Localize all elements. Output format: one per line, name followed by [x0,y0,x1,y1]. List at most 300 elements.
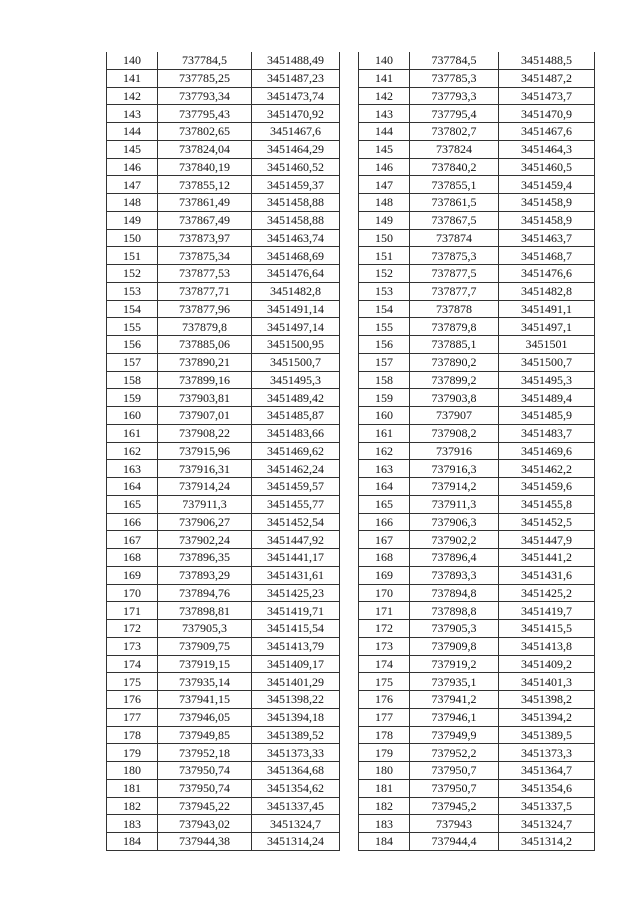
x-coordinate-cell: 737878 [410,300,499,318]
table-row [107,726,340,744]
table-row [107,69,340,87]
table-row [359,566,595,584]
x-coordinate-cell: 737824,04 [158,140,252,158]
point-number-cell: 175 [107,673,158,691]
table-row [359,211,595,229]
y-coordinate-cell: 3451489,42 [252,389,340,407]
x-coordinate-cell: 737875,34 [158,247,252,265]
table-row [359,620,595,638]
table-row [359,300,595,318]
y-coordinate-cell: 3451458,9 [499,194,595,212]
table-row [359,265,595,283]
table-row [107,495,340,513]
y-coordinate-cell: 3451389,5 [499,726,595,744]
y-coordinate-cell: 3451468,69 [252,247,340,265]
x-coordinate-cell: 737899,16 [158,371,252,389]
y-coordinate-cell: 3451488,49 [252,52,340,69]
point-number-cell: 167 [359,531,410,549]
table-row [107,282,340,300]
x-coordinate-cell: 737867,49 [158,211,252,229]
y-coordinate-cell: 3451373,3 [499,744,595,762]
x-coordinate-cell: 737896,4 [410,549,499,567]
y-coordinate-cell: 3451489,4 [499,389,595,407]
x-coordinate-cell: 737905,3 [410,620,499,638]
point-number-cell: 184 [107,833,158,851]
point-number-cell: 155 [107,318,158,336]
point-number-cell: 168 [107,549,158,567]
point-number-cell: 173 [107,637,158,655]
y-coordinate-cell: 3451459,4 [499,176,595,194]
table-row [107,424,340,442]
table-row [107,300,340,318]
point-number-cell: 171 [359,602,410,620]
y-coordinate-cell: 3451488,5 [499,52,595,69]
x-coordinate-cell: 737909,75 [158,637,252,655]
point-number-cell: 152 [107,265,158,283]
point-number-cell: 160 [107,407,158,425]
point-number-cell: 157 [107,353,158,371]
point-number-cell: 150 [107,229,158,247]
y-coordinate-cell: 3451459,57 [252,478,340,496]
point-number-cell: 147 [107,176,158,194]
y-coordinate-cell: 3451470,9 [499,105,595,123]
point-number-cell: 169 [107,566,158,584]
table-row [107,513,340,531]
point-number-cell: 167 [107,531,158,549]
table-row [359,673,595,691]
x-coordinate-cell: 737894,8 [410,584,499,602]
y-coordinate-cell: 3451441,17 [252,549,340,567]
x-coordinate-cell: 737952,2 [410,744,499,762]
y-coordinate-cell: 3451431,61 [252,566,340,584]
x-coordinate-cell: 737916,3 [410,460,499,478]
y-coordinate-cell: 3451483,66 [252,424,340,442]
table-row [359,52,595,69]
point-number-cell: 165 [107,495,158,513]
table-row [359,442,595,460]
point-number-cell: 142 [107,87,158,105]
point-number-cell: 144 [107,123,158,141]
point-number-cell: 166 [359,513,410,531]
point-number-cell: 141 [359,69,410,87]
point-number-cell: 160 [359,407,410,425]
y-coordinate-cell: 3451401,29 [252,673,340,691]
table-row [359,815,595,833]
y-coordinate-cell: 3451394,18 [252,708,340,726]
table-row [359,726,595,744]
y-coordinate-cell: 3451464,29 [252,140,340,158]
point-number-cell: 163 [107,460,158,478]
point-number-cell: 156 [359,336,410,354]
table-row [359,105,595,123]
table-row [359,87,595,105]
x-coordinate-cell: 737875,3 [410,247,499,265]
x-coordinate-cell: 737903,8 [410,389,499,407]
point-number-cell: 164 [359,478,410,496]
x-coordinate-cell: 737935,1 [410,673,499,691]
x-coordinate-cell: 737945,22 [158,797,252,815]
table-row [107,779,340,797]
table-row [107,460,340,478]
table-row [107,123,340,141]
y-coordinate-cell: 3451464,3 [499,140,595,158]
table-row [359,194,595,212]
point-number-cell: 173 [359,637,410,655]
point-number-cell: 140 [359,52,410,69]
x-coordinate-cell: 737911,3 [158,495,252,513]
x-coordinate-cell: 737945,2 [410,797,499,815]
table-row [107,620,340,638]
point-number-cell: 156 [107,336,158,354]
point-number-cell: 176 [107,691,158,709]
x-coordinate-cell: 737946,05 [158,708,252,726]
point-number-cell: 168 [359,549,410,567]
point-number-cell: 164 [107,478,158,496]
x-coordinate-cell: 737919,15 [158,655,252,673]
x-coordinate-cell: 737950,7 [410,762,499,780]
point-number-cell: 153 [107,282,158,300]
x-coordinate-cell: 737877,7 [410,282,499,300]
point-number-cell: 144 [359,123,410,141]
point-number-cell: 158 [359,371,410,389]
point-number-cell: 162 [107,442,158,460]
coordinates-table-right [358,52,595,851]
y-coordinate-cell: 3451458,88 [252,194,340,212]
y-coordinate-cell: 3451491,14 [252,300,340,318]
y-coordinate-cell: 3451314,2 [499,833,595,851]
y-coordinate-cell: 3451482,8 [499,282,595,300]
table-row [359,158,595,176]
x-coordinate-cell: 737890,2 [410,353,499,371]
point-number-cell: 180 [359,762,410,780]
table-row [359,655,595,673]
point-number-cell: 146 [107,158,158,176]
table-row [359,779,595,797]
y-coordinate-cell: 3451473,7 [499,87,595,105]
table-row [359,123,595,141]
table-row [359,602,595,620]
x-coordinate-cell: 737914,2 [410,478,499,496]
y-coordinate-cell: 3451419,7 [499,602,595,620]
y-coordinate-cell: 3451485,9 [499,407,595,425]
table-row [359,424,595,442]
point-number-cell: 171 [107,602,158,620]
x-coordinate-cell: 737867,5 [410,211,499,229]
x-coordinate-cell: 737914,24 [158,478,252,496]
y-coordinate-cell: 3451455,8 [499,495,595,513]
table-row [107,211,340,229]
point-number-cell: 145 [359,140,410,158]
point-number-cell: 151 [359,247,410,265]
y-coordinate-cell: 3451500,7 [499,353,595,371]
table-row [107,691,340,709]
y-coordinate-cell: 3451401,3 [499,673,595,691]
y-coordinate-cell: 3451354,6 [499,779,595,797]
y-coordinate-cell: 3451324,7 [252,815,340,833]
x-coordinate-cell: 737944,4 [410,833,499,851]
x-coordinate-cell: 737890,21 [158,353,252,371]
x-coordinate-cell: 737944,38 [158,833,252,851]
point-number-cell: 153 [359,282,410,300]
point-number-cell: 158 [107,371,158,389]
table-row [107,407,340,425]
x-coordinate-cell: 737879,8 [158,318,252,336]
point-number-cell: 181 [107,779,158,797]
y-coordinate-cell: 3451495,3 [499,371,595,389]
y-coordinate-cell: 3451419,71 [252,602,340,620]
point-number-cell: 170 [359,584,410,602]
y-coordinate-cell: 3451364,68 [252,762,340,780]
table-row [107,744,340,762]
table-row [359,478,595,496]
x-coordinate-cell: 737896,35 [158,549,252,567]
point-number-cell: 182 [107,797,158,815]
y-coordinate-cell: 3451364,7 [499,762,595,780]
x-coordinate-cell: 737907 [410,407,499,425]
table-row [359,691,595,709]
y-coordinate-cell: 3451373,33 [252,744,340,762]
x-coordinate-cell: 737946,1 [410,708,499,726]
y-coordinate-cell: 3451455,77 [252,495,340,513]
y-coordinate-cell: 3451458,88 [252,211,340,229]
x-coordinate-cell: 737885,1 [410,336,499,354]
table-row [359,637,595,655]
point-number-cell: 141 [107,69,158,87]
table-row [107,371,340,389]
x-coordinate-cell: 737793,3 [410,87,499,105]
x-coordinate-cell: 737784,5 [410,52,499,69]
y-coordinate-cell: 3451497,14 [252,318,340,336]
x-coordinate-cell: 737861,5 [410,194,499,212]
y-coordinate-cell: 3451459,6 [499,478,595,496]
table-row [107,105,340,123]
y-coordinate-cell: 3451425,2 [499,584,595,602]
table-row [359,176,595,194]
table-row [359,833,595,851]
point-number-cell: 150 [359,229,410,247]
point-number-cell: 183 [359,815,410,833]
point-number-cell: 184 [359,833,410,851]
x-coordinate-cell: 737911,3 [410,495,499,513]
x-coordinate-cell: 737906,3 [410,513,499,531]
y-coordinate-cell: 3451460,52 [252,158,340,176]
table-row [107,265,340,283]
y-coordinate-cell: 3451409,2 [499,655,595,673]
x-coordinate-cell: 737908,22 [158,424,252,442]
table-row [359,495,595,513]
x-coordinate-cell: 737855,1 [410,176,499,194]
x-coordinate-cell: 737902,2 [410,531,499,549]
y-coordinate-cell: 3451447,9 [499,531,595,549]
point-number-cell: 155 [359,318,410,336]
point-number-cell: 179 [107,744,158,762]
y-coordinate-cell: 3451469,6 [499,442,595,460]
coordinates-table-left [106,52,340,851]
x-coordinate-cell: 737879,8 [410,318,499,336]
point-number-cell: 161 [107,424,158,442]
y-coordinate-cell: 3451458,9 [499,211,595,229]
y-coordinate-cell: 3451354,62 [252,779,340,797]
point-number-cell: 159 [107,389,158,407]
table-row [107,549,340,567]
table-row [107,318,340,336]
x-coordinate-cell: 737855,12 [158,176,252,194]
x-coordinate-cell: 737908,2 [410,424,499,442]
y-coordinate-cell: 3451463,7 [499,229,595,247]
point-number-cell: 175 [359,673,410,691]
y-coordinate-cell: 3451470,92 [252,105,340,123]
y-coordinate-cell: 3451468,7 [499,247,595,265]
x-coordinate-cell: 737893,29 [158,566,252,584]
point-number-cell: 142 [359,87,410,105]
x-coordinate-cell: 737898,8 [410,602,499,620]
table-row [359,531,595,549]
y-coordinate-cell: 3451487,23 [252,69,340,87]
y-coordinate-cell: 3451485,87 [252,407,340,425]
table-row [359,797,595,815]
point-number-cell: 169 [359,566,410,584]
table-row [359,371,595,389]
x-coordinate-cell: 737898,81 [158,602,252,620]
y-coordinate-cell: 3451337,45 [252,797,340,815]
point-number-cell: 149 [359,211,410,229]
point-number-cell: 143 [107,105,158,123]
y-coordinate-cell: 3451487,2 [499,69,595,87]
y-coordinate-cell: 3451452,5 [499,513,595,531]
point-number-cell: 180 [107,762,158,780]
table-row [107,442,340,460]
point-number-cell: 170 [107,584,158,602]
y-coordinate-cell: 3451324,7 [499,815,595,833]
table-row [107,52,340,69]
table-row [107,389,340,407]
x-coordinate-cell: 737949,9 [410,726,499,744]
table-row [107,247,340,265]
y-coordinate-cell: 3451482,8 [252,282,340,300]
y-coordinate-cell: 3451473,74 [252,87,340,105]
table-row [359,407,595,425]
point-number-cell: 182 [359,797,410,815]
y-coordinate-cell: 3451460,5 [499,158,595,176]
point-number-cell: 165 [359,495,410,513]
y-coordinate-cell: 3451459,37 [252,176,340,194]
table-row [359,229,595,247]
table-row [359,353,595,371]
x-coordinate-cell: 737941,15 [158,691,252,709]
x-coordinate-cell: 737894,76 [158,584,252,602]
table-row [107,833,340,851]
table-row [107,637,340,655]
table-row [107,762,340,780]
x-coordinate-cell: 737950,74 [158,779,252,797]
table-row [107,353,340,371]
y-coordinate-cell: 3451469,62 [252,442,340,460]
table-row [359,549,595,567]
point-number-cell: 148 [359,194,410,212]
table-row [107,176,340,194]
point-number-cell: 162 [359,442,410,460]
table-row [107,140,340,158]
x-coordinate-cell: 737877,96 [158,300,252,318]
x-coordinate-cell: 737943 [410,815,499,833]
x-coordinate-cell: 737916 [410,442,499,460]
y-coordinate-cell: 3451413,8 [499,637,595,655]
x-coordinate-cell: 737943,02 [158,815,252,833]
point-number-cell: 151 [107,247,158,265]
point-number-cell: 147 [359,176,410,194]
point-number-cell: 176 [359,691,410,709]
x-coordinate-cell: 737950,74 [158,762,252,780]
table-row [359,389,595,407]
table-row [107,673,340,691]
table-row [107,478,340,496]
x-coordinate-cell: 737785,25 [158,69,252,87]
y-coordinate-cell: 3451425,23 [252,584,340,602]
y-coordinate-cell: 3451501 [499,336,595,354]
x-coordinate-cell: 737952,18 [158,744,252,762]
table-row [107,815,340,833]
table-row [359,513,595,531]
table-row [107,531,340,549]
table-row [107,655,340,673]
y-coordinate-cell: 3451476,6 [499,265,595,283]
x-coordinate-cell: 737802,65 [158,123,252,141]
table-row [107,87,340,105]
table-row [359,247,595,265]
x-coordinate-cell: 737874 [410,229,499,247]
table-row [359,318,595,336]
point-number-cell: 161 [359,424,410,442]
point-number-cell: 174 [107,655,158,673]
point-number-cell: 179 [359,744,410,762]
x-coordinate-cell: 737861,49 [158,194,252,212]
x-coordinate-cell: 737802,7 [410,123,499,141]
x-coordinate-cell: 737873,97 [158,229,252,247]
y-coordinate-cell: 3451394,2 [499,708,595,726]
point-number-cell: 154 [107,300,158,318]
x-coordinate-cell: 737902,24 [158,531,252,549]
point-number-cell: 166 [107,513,158,531]
point-number-cell: 152 [359,265,410,283]
x-coordinate-cell: 737899,2 [410,371,499,389]
y-coordinate-cell: 3451447,92 [252,531,340,549]
point-number-cell: 146 [359,158,410,176]
table-row [107,797,340,815]
y-coordinate-cell: 3451409,17 [252,655,340,673]
point-number-cell: 183 [107,815,158,833]
y-coordinate-cell: 3451476,64 [252,265,340,283]
table-row [107,229,340,247]
x-coordinate-cell: 737915,96 [158,442,252,460]
point-number-cell: 148 [107,194,158,212]
y-coordinate-cell: 3451495,3 [252,371,340,389]
x-coordinate-cell: 737824 [410,140,499,158]
point-number-cell: 172 [107,620,158,638]
x-coordinate-cell: 737877,53 [158,265,252,283]
table-row [359,744,595,762]
point-number-cell: 159 [359,389,410,407]
table-row [107,566,340,584]
table-row [107,336,340,354]
table-row [359,708,595,726]
point-number-cell: 154 [359,300,410,318]
point-number-cell: 177 [359,708,410,726]
point-number-cell: 157 [359,353,410,371]
point-number-cell: 177 [107,708,158,726]
table-row [359,69,595,87]
x-coordinate-cell: 737906,27 [158,513,252,531]
x-coordinate-cell: 737941,2 [410,691,499,709]
